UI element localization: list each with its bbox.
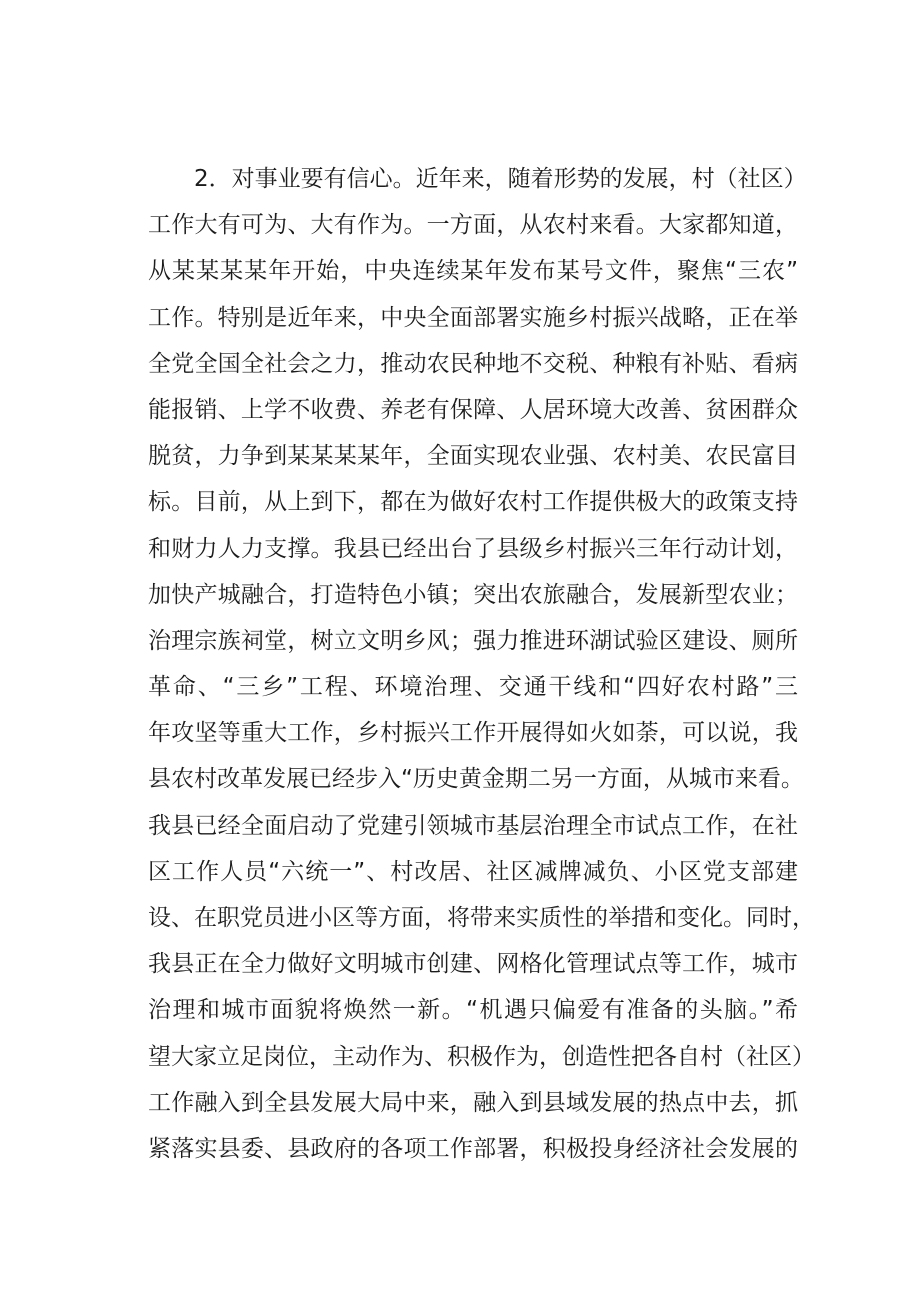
paragraph-line: 紧落实县委、县政府的各项工作部署，积极投身经济社会发展的 bbox=[148, 1135, 798, 1162]
paragraph-line: 县农村改革发展已经步入“历史黄金期二另一方面，从城市来看。 bbox=[148, 766, 804, 793]
paragraph-line: 工作。特别是近年来，中央全面部署实施乡村振兴战略，正在举 bbox=[148, 304, 798, 331]
paragraph-line: 年攻坚等重大工作，乡村振兴工作开展得如火如荼，可以说，我 bbox=[148, 720, 798, 747]
body-paragraph bbox=[148, 156, 815, 1172]
paragraph-line: 革命、“三乡”工程、环境治理、交通干线和“四好农村路”三 bbox=[148, 674, 798, 701]
paragraph-line: 2．对事业要有信心。近年来，随着形势的发展，村（社区） bbox=[194, 166, 807, 192]
paragraph-line: 全党全国全社会之力，推动农民种地不交税、种粮有补贴、看病 bbox=[148, 350, 798, 377]
paragraph-line: 治理宗族祠堂，树立文明乡风；强力推进环湖试验区建设、厕所 bbox=[148, 627, 798, 654]
paragraph-line: 脱贫，力争到某某某某年，全面实现农业强、农村美、农民富目 bbox=[148, 443, 798, 470]
paragraph-line: 我县正在全力做好文明城市创建、网格化管理试点等工作，城市 bbox=[148, 951, 798, 978]
paragraph-line: 治理和城市面貌将焕然一新。“机遇只偏爱有准备的头脑。”希 bbox=[148, 997, 798, 1024]
paragraph-line: 标。目前，从上到下，都在为做好农村工作提供极大的政策支持 bbox=[148, 489, 798, 516]
paragraph-line: 工作融入到全县发展大局中来，融入到县域发展的热点中去，抓 bbox=[148, 1089, 798, 1116]
paragraph-line: 望大家立足岗位，主动作为、积极作为，创造性把各自村（社区） bbox=[148, 1043, 815, 1070]
paragraph-line: 设、在职党员进小区等方面，将带来实质性的举措和变化。同时， bbox=[148, 905, 815, 931]
paragraph-line: 能报销、上学不收费、养老有保障、人居环境大改善、贫困群众 bbox=[148, 396, 798, 423]
paragraph-line: 从某某某某年开始，中央连续某年发布某号文件，聚焦“三农” bbox=[148, 258, 798, 285]
paragraph-line: 我县已经全面启动了党建引领城市基层治理全市试点工作，在社 bbox=[148, 812, 798, 839]
paragraph-line: 加快产城融合，打造特色小镇；突出农旅融合，发展新型农业； bbox=[148, 581, 798, 608]
paragraph-line: 和财力人力支撑。我县已经出台了县级乡村振兴三年行动计划， bbox=[148, 535, 798, 562]
paragraph-line: 区工作人员“六统一”、村改居、社区减牌减负、小区党支部建 bbox=[148, 858, 798, 885]
paragraph-line: 工作大有可为、大有作为。一方面，从农村来看。大家都知道， bbox=[148, 212, 798, 239]
